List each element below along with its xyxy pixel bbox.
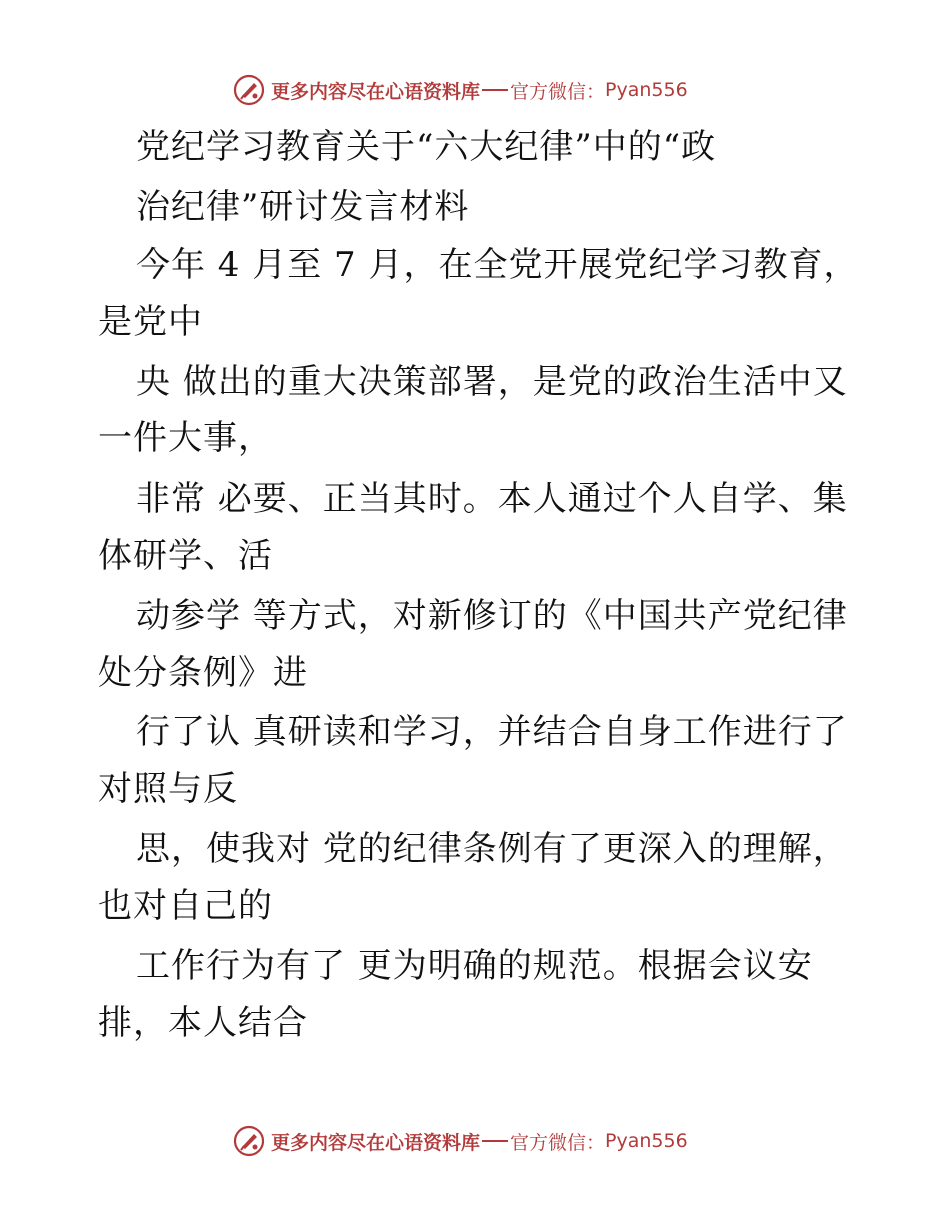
body-line: 思，使我对 党的纪律条例有了更深入的理解， <box>136 829 848 869</box>
body-line: 工作行为有了 更为明确的规范。根据会议安 <box>136 946 813 986</box>
body-line: 行了认 真研读和学习，并结合自身工作进行了 <box>136 712 848 752</box>
body-line: 央 做出的重大决策部署，是党的政治生活中又 <box>136 362 848 402</box>
body-line: 体研学、活 <box>98 536 273 576</box>
watermark-sub-text: 官方微信： <box>510 1131 606 1154</box>
quill-seal-icon <box>233 74 265 106</box>
document-title-line-2: 治纪律”研讨发言材料 <box>136 187 470 227</box>
footer-watermark <box>233 1123 688 1159</box>
body-line: 处分条例》进 <box>98 653 308 693</box>
body-line: 动参学 等方式，对新修订的《中国共产党纪律 <box>136 596 848 636</box>
watermark-wechat-id: Pyan556 <box>605 1130 688 1152</box>
watermark-wechat-id: Pyan556 <box>605 79 688 101</box>
document-title-line-1: 党纪学习教育关于“六大纪律”中的“政 <box>136 127 717 167</box>
header-watermark <box>233 72 688 108</box>
watermark-dash <box>482 89 508 91</box>
body-line: 今年 4 月至 7 月，在全党开展党纪学习教育， <box>136 245 859 285</box>
body-line: 非常 必要、正当其时。本人通过个人自学、集 <box>136 479 848 519</box>
watermark-main-text: 更多内容尽在心语资料库 <box>271 80 481 103</box>
watermark-sub-text: 官方微信： <box>510 80 606 103</box>
body-line: 一件大事， <box>98 418 273 458</box>
body-line: 是党中 <box>98 302 203 342</box>
body-line: 排，本人结合 <box>98 1003 308 1043</box>
quill-seal-icon <box>233 1125 265 1157</box>
body-line: 也对自己的 <box>98 886 273 926</box>
watermark-dash <box>482 1140 508 1142</box>
body-line: 对照与反 <box>98 769 238 809</box>
watermark-main-text: 更多内容尽在心语资料库 <box>271 1131 481 1154</box>
